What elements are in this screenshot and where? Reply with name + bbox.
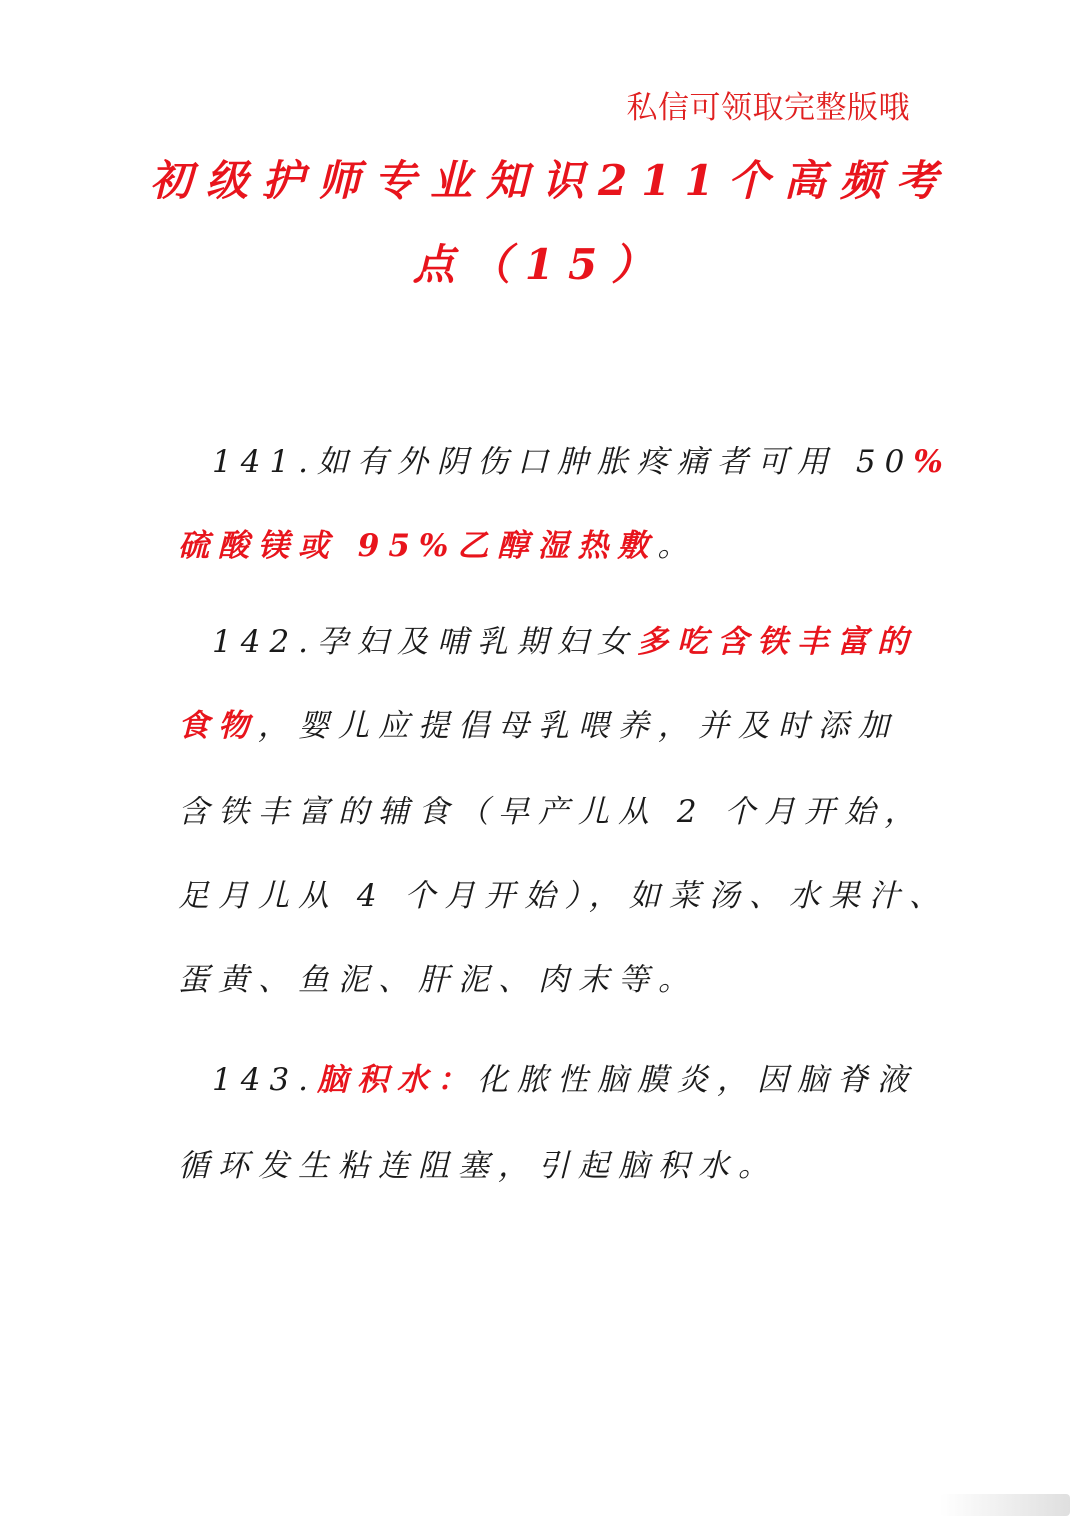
item-143-highlight: 脑积水： [317,1062,478,1098]
item-142-text: 142.孕妇及哺乳期妇女 [212,624,638,660]
title-line-1: 初级护师专业知识211个高频考 [150,156,952,205]
item-141-highlight-b: 硫酸镁或 95%乙醇湿热敷 [178,528,658,564]
item-142-text-2: ，婴儿应提倡母乳喂养，并及时添加 [258,708,898,744]
title-line-2: 点（15） [412,240,668,289]
item-143-line-1 [178,1054,942,1099]
item-141-line-1 [178,436,952,481]
item-143-line-2: 循环发生粘连阻塞，引起脑积水。 [178,1148,778,1184]
item-143-text: 化脓性脑膜炎，因脑脊液 [477,1062,918,1098]
item-141-highlight-a: % [913,444,952,480]
item-142-line-3: 含铁丰富的辅食（早产儿从 2 个月开始， [178,794,925,830]
item-141-end: 。 [657,528,698,564]
watermark-logo [940,1494,1070,1516]
item-142-line-4: 足月儿从 4 个月开始），如菜汤、水果汁、 [178,878,949,914]
item-142-line-1 [178,616,942,661]
item-142-line-2 [178,700,908,745]
item-141-line-2 [178,520,908,565]
item-141-text: 141.如有外阴伤口肿胀疼痛者可用 50 [212,444,914,480]
item-142-highlight-b: 食物 [178,708,258,744]
item-143-number: 143. [212,1062,318,1098]
promo-note: 私信可领取完整版哦 [626,90,910,126]
item-142-line-5: 蛋黄、鱼泥、肝泥、肉末等。 [178,962,698,998]
item-142-highlight-a: 多吃含铁丰富的 [637,624,918,660]
